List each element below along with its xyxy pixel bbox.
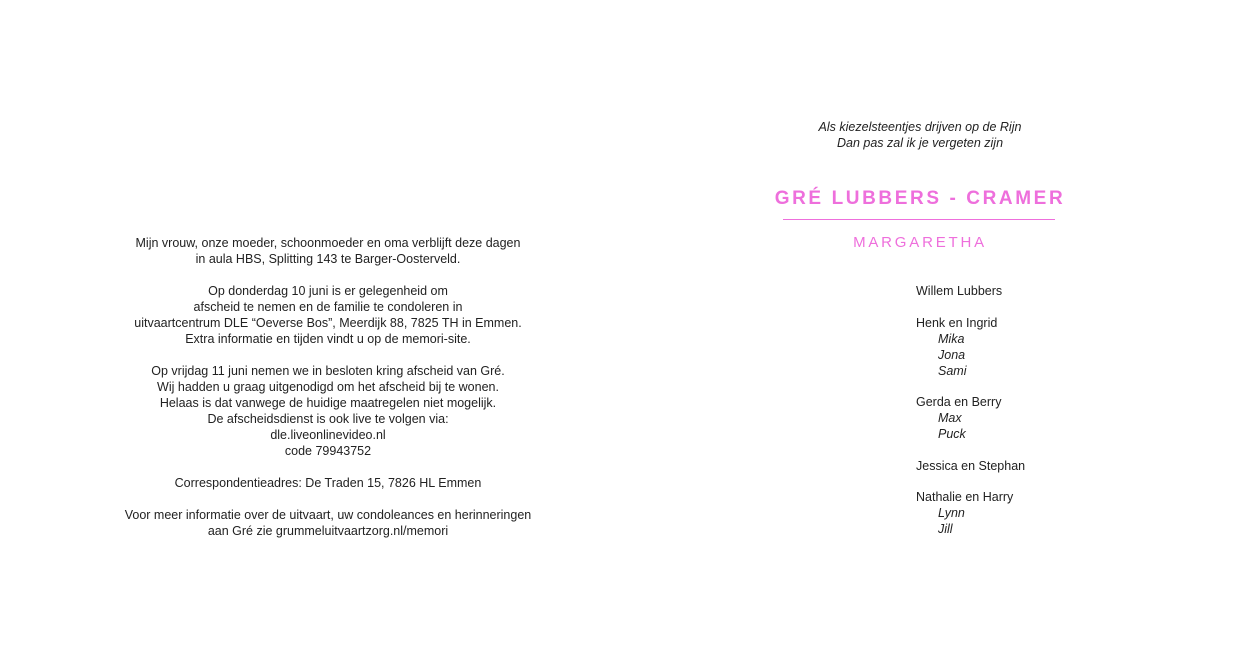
family-member: Nathalie en Harry xyxy=(916,490,1014,504)
announcement-text xyxy=(98,235,558,539)
grandchild: Lynn xyxy=(938,506,965,520)
family-list xyxy=(916,283,1096,553)
family-member: Willem Lubbers xyxy=(916,284,1003,298)
grandchild: Max xyxy=(938,411,962,425)
grandchild: Sami xyxy=(938,363,967,378)
grandchild: Puck xyxy=(938,427,966,441)
family-member: Jessica en Stephan xyxy=(916,458,1026,473)
family-group xyxy=(916,283,1096,299)
announcement-line: Helaas is dat vanwege de huidige maatregelen niet mogelijk. xyxy=(159,396,497,410)
poem-line: Als kiezelsteentjes drijven op de Rijn xyxy=(818,120,1022,134)
family-member: Henk en Ingrid xyxy=(916,315,998,330)
announcement-line: Extra informatie en tijden vindt u op de memori-site. xyxy=(185,332,471,346)
announcement-line: uitvaartcentrum DLE “Oeverse Bos”, Meerdijk 88, 7825 TH in Emmen. xyxy=(134,316,522,330)
family-member: Gerda en Berry xyxy=(916,395,1002,409)
grandchild: Jona xyxy=(938,347,966,362)
announcement-line: afscheid te nemen en de familie te condoleren in xyxy=(193,300,463,314)
family-group xyxy=(916,458,1096,474)
announcement-line: in aula HBS, Splitting 143 te Barger-Oosterveld. xyxy=(195,252,461,266)
correspondence-address: Correspondentieadres: De Traden 15, 7826 HL Emmen xyxy=(174,476,482,490)
divider xyxy=(783,219,1055,220)
announcement-line: Mijn vrouw, onze moeder, schoonmoeder en oma verblijft deze dagen xyxy=(135,236,521,250)
memori-link[interactable]: aan Gré zie grummeluitvaartzorg.nl/memori xyxy=(207,524,449,538)
announcement-line: Op donderdag 10 juni is er gelegenheid om xyxy=(208,284,448,298)
livestream-code: code 79943752 xyxy=(284,444,372,458)
family-group xyxy=(916,489,1096,537)
memorial-card xyxy=(740,0,1100,656)
grandchild: Jill xyxy=(938,522,953,536)
poem xyxy=(740,119,1100,151)
grandchild: Mika xyxy=(938,331,965,346)
poem-line: Dan pas zal ik je vergeten zijn xyxy=(836,136,1004,150)
announcement-line: Op vrijdag 11 juni nemen we in besloten kring afscheid van Gré. xyxy=(151,364,505,378)
announcement-line: Voor meer informatie over de uitvaart, uw condoleances en herinneringen xyxy=(124,508,532,522)
livestream-url[interactable]: dle.liveonlinevideo.nl xyxy=(270,428,386,442)
family-group xyxy=(916,394,1096,442)
family-group xyxy=(916,315,1096,379)
announcement-line: De afscheidsdienst is ook live te volgen via: xyxy=(207,412,449,426)
announcement-line: Wij hadden u graag uitgenodigd om het afscheid bij te wonen. xyxy=(157,380,499,394)
deceased-first-name: MARGARETHA xyxy=(853,234,987,251)
deceased-name: GRÉ LUBBERS - CRAMER xyxy=(774,188,1066,209)
